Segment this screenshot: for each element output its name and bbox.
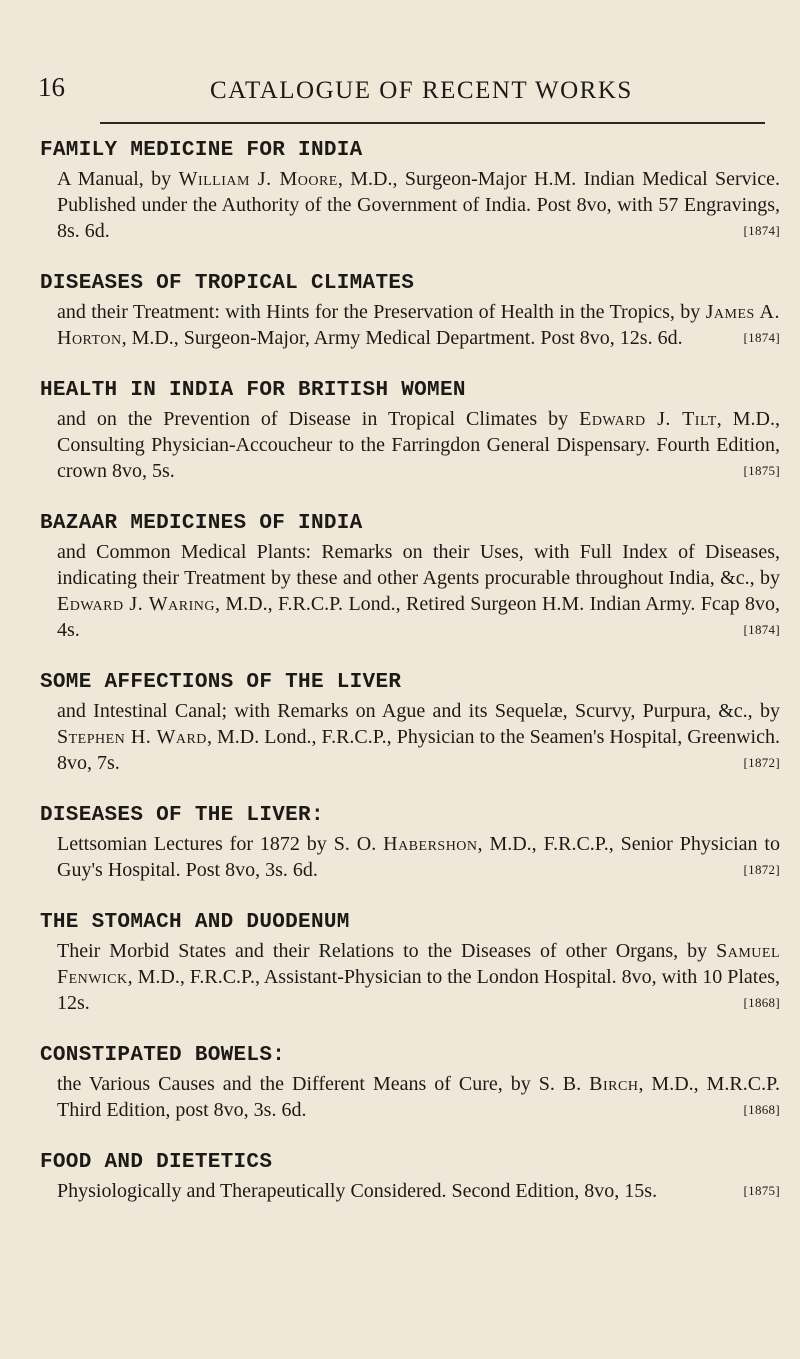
catalogue-entry (40, 668, 780, 776)
entry-title: DISEASES OF TROPICAL CLIMATES (40, 272, 415, 295)
catalogue-entry (40, 908, 780, 1016)
entry-author: Stephen H. Ward (57, 726, 207, 748)
entry-title: DISEASES OF THE LIVER: (40, 804, 324, 827)
entry-year: [1875] (743, 463, 780, 478)
page-number: 16 (38, 72, 65, 102)
entry-description: Physiologically and Therapeutically Considered. Second Edition, 8vo, 15s. [1875] (57, 1180, 780, 1202)
catalogue-entry (40, 1148, 780, 1204)
catalogue-entry (40, 801, 780, 883)
entry-title: BAZAAR MEDICINES OF INDIA (40, 512, 363, 535)
entry-year: [1874] (743, 223, 780, 238)
entry-year: [1872] (743, 862, 780, 877)
entry-year: [1872] (743, 755, 780, 770)
entry-description: A Manual, by William J. Moore, M.D., Surgeon-Major H.M. Indian Medical Service. Published under the Authority of the Government of India. Post 8vo, with 57 Engravings, 8s. 6d. [1874] (57, 168, 780, 242)
entry-title: FOOD AND DIETETICS (40, 1151, 273, 1174)
entry-year: [1874] (743, 622, 780, 637)
entry-author: William J. Moore (178, 168, 338, 190)
entry-author: Edward J. Waring (57, 593, 215, 615)
entry-title: HEALTH IN INDIA FOR BRITISH WOMEN (40, 379, 466, 402)
entry-description: and Common Medical Plants: Remarks on their Uses, with Full Index of Diseases, indicating their Treatment by these and other Agents procurable throughout India, &c., by Edward J. Waring, M.D., F.R.C.P. Lond., Retired Surgeon H.M. Indian Army. Fcap 8vo, 4s. [1874] (57, 541, 780, 641)
entry-author: James A. Horton (57, 301, 780, 349)
entry-author: Habershon (383, 833, 478, 855)
catalogue-entry (40, 136, 780, 244)
entry-description: the Various Causes and the Different Means of Cure, by S. B. Birch, M.D., M.R.C.P. Third Edition, post 8vo, 3s. 6d. [1868] (57, 1073, 780, 1121)
entry-title: SOME AFFECTIONS OF THE LIVER (40, 671, 402, 694)
entry-year: [1868] (743, 995, 780, 1010)
entry-title: CONSTIPATED BOWELS: (40, 1044, 286, 1067)
entry-description: and Intestinal Canal; with Remarks on Ague and its Sequelæ, Scurvy, Purpura, &c., by Stephen H. Ward, M.D. Lond., F.R.C.P., Physician to the Seamen's Hospital, Greenwich. 8vo, 7s. [1872] (57, 700, 780, 774)
entry-description: and their Treatment: with Hints for the Preservation of Health in the Tropics, by James A. Horton, M.D., Surgeon-Major, Army Medical Department. Post 8vo, 12s. 6d. [1874] (57, 301, 780, 349)
entry-title: THE STOMACH AND DUODENUM (40, 911, 350, 934)
catalogue-entry (40, 1041, 780, 1123)
entry-description: and on the Prevention of Disease in Tropical Climates by Edward J. Tilt, M.D., Consulting Physician-Accoucheur to the Farringdon General Dispensary. Fourth Edition, crown 8vo, 5s. [1875] (57, 408, 780, 482)
entry-year: [1868] (743, 1102, 780, 1117)
running-head: CATALOGUE OF RECENT WORKS (210, 77, 633, 104)
header-rule (100, 122, 765, 124)
entry-year: [1875] (743, 1183, 780, 1198)
entry-author: Edward J. Tilt (579, 408, 717, 430)
entry-year: [1874] (743, 330, 780, 345)
catalogue-entry (40, 269, 780, 351)
catalogue-entry (40, 376, 780, 484)
entry-title: FAMILY MEDICINE FOR INDIA (40, 139, 363, 162)
entry-author: Birch (589, 1073, 639, 1095)
catalogue-entries (40, 136, 780, 1229)
catalogue-entry (40, 509, 780, 643)
entry-description: Their Morbid States and their Relations to the Diseases of other Organs, by Samuel Fenwick, M.D., F.R.C.P., Assistant-Physician to the London Hospital. 8vo, with 10 Plates, 12s. [1868] (57, 940, 780, 1014)
entry-description: Lettsomian Lectures for 1872 by S. O. Habershon, M.D., F.R.C.P., Senior Physician to Guy's Hospital. Post 8vo, 3s. 6d. [1872] (57, 833, 780, 881)
entry-author: Samuel Fenwick (57, 940, 780, 988)
